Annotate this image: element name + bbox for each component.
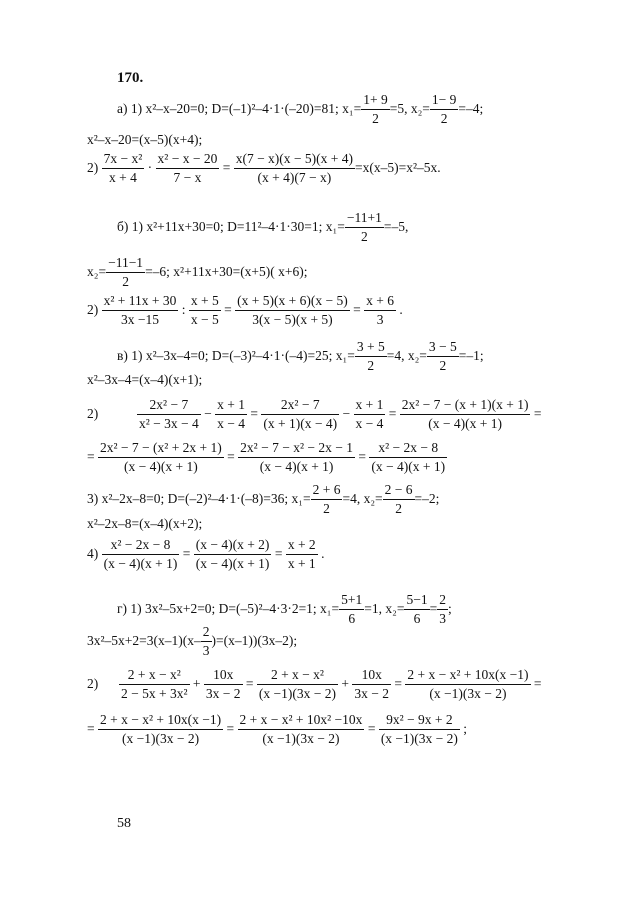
denominator: (x + 1)(x − 4): [263, 416, 338, 432]
fraction: [427, 340, 459, 373]
denominator: 6: [348, 611, 356, 627]
fraction: [102, 294, 179, 327]
fraction: [355, 340, 387, 373]
fraction: [137, 398, 201, 431]
text: =–1;: [458, 347, 484, 363]
fraction: [156, 152, 220, 185]
numerator: 2 + x − x² + 10x(x −1): [405, 668, 530, 685]
numerator: x + 1: [215, 398, 247, 415]
numerator: 2 + x − x²: [257, 668, 338, 685]
part-v-line2: x²–3x–4=(x–4)(x+1);: [87, 372, 203, 387]
denominator: 3(x − 5)(x + 5): [252, 312, 333, 328]
numerator: 2 + x − x²: [119, 668, 190, 685]
denominator: (x − 4)(x + 1): [195, 556, 270, 572]
numerator: (x − 4)(x + 2): [194, 538, 272, 555]
numerator: 9x² − 9x + 2: [379, 713, 460, 730]
text: =4, x₂=: [386, 347, 427, 363]
denominator: 3x − 2: [354, 686, 389, 702]
text: x₂=: [87, 263, 107, 279]
fraction: [400, 398, 531, 431]
text: =x(x–5)=x²–5x.: [355, 159, 441, 175]
numerator: 2x² − 7: [137, 398, 201, 415]
operator: =: [87, 448, 95, 464]
denominator: 3: [202, 643, 210, 659]
numerator: 10x: [352, 668, 391, 685]
numerator: 1+ 9: [361, 93, 390, 110]
step-label: 2): [87, 405, 99, 421]
numerator: 3 − 5: [427, 340, 459, 357]
numerator: (x + 5)(x + 6)(x − 5): [235, 294, 350, 311]
operator: :: [181, 301, 186, 317]
numerator: x² + 11x + 30: [102, 294, 179, 311]
text: =–5,: [383, 218, 409, 234]
denominator: 2: [360, 229, 368, 245]
fraction: [430, 93, 459, 126]
operator: =: [533, 675, 542, 691]
part-a-line3: [87, 152, 441, 185]
denominator: x − 4: [217, 416, 246, 432]
fraction: [354, 398, 386, 431]
fraction: [286, 538, 318, 571]
text: г) 1) 3x²–5x+2=0; D=(–5)²–4·3·2=1; x₁=: [117, 600, 340, 616]
operator: ·: [147, 159, 153, 175]
operator: =: [367, 720, 376, 736]
denominator: 3x −15: [121, 312, 160, 328]
text: =5, x₂=: [389, 100, 430, 116]
numerator: x² − 2x − 8: [369, 441, 447, 458]
text: б) 1) x²+11x+30=0; D=11²–4·1·30=1; x₁=: [117, 218, 345, 234]
denominator: 7 − x: [173, 170, 202, 186]
text: )=(x–1))(3x–2);: [211, 632, 298, 648]
denominator: x² − 3x − 4: [139, 416, 199, 432]
part-g-line2: [87, 625, 297, 658]
fraction: [238, 441, 355, 474]
denominator: x − 4: [355, 416, 384, 432]
denominator: 2 − 5x + 3x²: [121, 686, 188, 702]
text: .: [399, 301, 403, 317]
operator: =: [358, 448, 366, 464]
fraction: [234, 152, 355, 185]
fraction: [369, 441, 447, 474]
numerator: 2x² − 7 − x² − 2x − 1: [238, 441, 355, 458]
numerator: −11+1: [345, 211, 384, 228]
denominator: (x − 4)(x + 1): [259, 459, 334, 475]
numerator: x + 6: [364, 294, 396, 311]
denominator: (x −1)(3x − 2): [262, 731, 340, 747]
fraction: [201, 625, 212, 658]
denominator: (x − 4)(x + 1): [371, 459, 446, 475]
numerator: 3 + 5: [355, 340, 387, 357]
fraction: [119, 668, 190, 701]
denominator: 3: [376, 312, 384, 328]
numerator: 2x² − 7 − (x² + 2x + 1): [98, 441, 224, 458]
part-v-line3: [87, 398, 541, 431]
part-b-line2: [87, 256, 308, 289]
numerator: 2 + x − x² + 10x² −10x: [238, 713, 365, 730]
operator: =: [533, 405, 542, 421]
fraction: [102, 152, 145, 185]
denominator: (x −1)(3x − 2): [380, 731, 458, 747]
denominator: (x − 4)(x + 1): [103, 556, 178, 572]
operator: =: [182, 545, 191, 561]
step-label: 2): [87, 301, 99, 317]
step-label: 2): [87, 159, 99, 175]
text: =4, x₂=: [342, 490, 383, 506]
fraction: [235, 294, 350, 327]
denominator: 2: [122, 274, 129, 290]
fraction: [352, 668, 391, 701]
numerator: x² − 2x − 8: [102, 538, 180, 555]
numerator: x(7 − x)(x − 5)(x + 4): [234, 152, 355, 169]
fraction: [379, 713, 460, 746]
operator: =: [274, 545, 283, 561]
denominator: (x − 4)(x + 1): [428, 416, 502, 432]
numerator: 2: [201, 625, 212, 642]
numerator: 10x: [204, 668, 243, 685]
numerator: 2x² − 7 − (x + 1)(x + 1): [400, 398, 531, 415]
numerator: x + 1: [354, 398, 386, 415]
denominator: 2: [440, 111, 448, 127]
text: .: [321, 545, 325, 561]
text: ;: [463, 720, 468, 736]
denominator: 2: [372, 111, 379, 127]
numerator: 2 + 6: [311, 483, 343, 500]
problem-number: 170.: [117, 70, 144, 86]
operator: −: [204, 405, 212, 421]
part-b-line1: [117, 211, 408, 244]
fraction: [189, 294, 221, 327]
part-b-line3: [87, 294, 403, 327]
part-g-line1: [117, 593, 452, 626]
fraction: [345, 211, 384, 244]
operator: =: [429, 600, 438, 616]
text: =–6; x²+11x+30=(x+5)( x+6);: [145, 263, 308, 279]
part-v-line6: x²–2x–8=(x–4)(x+2);: [87, 516, 203, 531]
denominator: 3: [439, 611, 446, 627]
denominator: 2: [395, 501, 402, 517]
operator: +: [341, 675, 349, 691]
denominator: (x + 4)(7 − x): [257, 170, 332, 186]
fraction: [98, 713, 223, 746]
step-label: 2): [87, 675, 99, 691]
fraction: [437, 593, 448, 626]
fraction: [404, 593, 429, 626]
text: 3x²–5x+2=3(x–1)(x–: [87, 632, 201, 648]
numerator: 2x² − 7: [261, 398, 339, 415]
numerator: −11−1: [106, 256, 145, 273]
part-a-line2: x²–x–20=(x–5)(x+4);: [87, 132, 203, 147]
operator: =: [245, 675, 254, 691]
text: =–4;: [458, 100, 484, 116]
text: =1, x₂=: [364, 600, 405, 616]
page-number: 58: [117, 816, 131, 831]
part-v-line4: [87, 441, 447, 474]
text: =–2;: [414, 490, 440, 506]
operator: =: [394, 675, 402, 691]
fraction: [383, 483, 415, 516]
fraction: [106, 256, 145, 289]
fraction: [215, 398, 247, 431]
part-a-line1: [117, 93, 483, 126]
denominator: (x −1)(3x − 2): [429, 686, 507, 702]
part-v-line5: [87, 483, 439, 516]
numerator: 1− 9: [430, 93, 459, 110]
denominator: x + 4: [109, 170, 137, 186]
denominator: (x −1)(3x − 2): [122, 731, 200, 747]
part-v-line7: [87, 538, 324, 571]
operator: =: [353, 301, 361, 317]
fraction: [204, 668, 243, 701]
fraction: [98, 441, 224, 474]
numerator: 2 + x − x² + 10x(x −1): [98, 713, 223, 730]
operator: =: [250, 405, 259, 421]
fraction: [102, 538, 180, 571]
denominator: x − 5: [190, 312, 219, 328]
operator: =: [388, 405, 397, 421]
operator: +: [192, 675, 201, 691]
operator: =: [222, 159, 231, 175]
fraction: [257, 668, 338, 701]
numerator: 5+1: [339, 593, 364, 610]
fraction: [261, 398, 339, 431]
fraction: [364, 294, 396, 327]
numerator: 5−1: [404, 593, 429, 610]
fraction: [194, 538, 272, 571]
text: 3) x²–2x–8=0; D=(–2)²–4·1·(–8)=36; x₁=: [87, 490, 311, 506]
fraction: [361, 93, 390, 126]
step-label: 4): [87, 545, 99, 561]
operator: =: [227, 448, 235, 464]
denominator: x + 1: [287, 556, 316, 572]
numerator: x² − x − 20: [156, 152, 220, 169]
part-g-line3: [87, 668, 542, 701]
numerator: 2 − 6: [383, 483, 415, 500]
denominator: 6: [413, 611, 421, 627]
text: в) 1) x²–3x–4=0; D=(–3)²–4·1·(–4)=25; x₁=: [117, 347, 355, 363]
numerator: 7x − x²: [102, 152, 145, 169]
text: а) 1) x²–x–20=0; D=(–1)²–4·1·(–20)=81; x₁=: [117, 100, 362, 116]
denominator: (x −1)(3x − 2): [258, 686, 336, 702]
denominator: (x − 4)(x + 1): [124, 459, 198, 475]
fraction: [339, 593, 364, 626]
operator: =: [226, 720, 235, 736]
part-g-line4: [87, 713, 467, 746]
part-v-line1: [117, 340, 484, 373]
numerator: x + 5: [189, 294, 221, 311]
denominator: 3x − 2: [205, 686, 241, 702]
numerator: x + 2: [286, 538, 318, 555]
numerator: 2: [437, 593, 448, 610]
fraction: [311, 483, 343, 516]
operator: =: [87, 720, 95, 736]
operator: =: [224, 301, 232, 317]
denominator: 2: [439, 358, 447, 374]
fraction: [238, 713, 365, 746]
denominator: 2: [323, 501, 330, 517]
denominator: 2: [367, 358, 375, 374]
text: ;: [447, 600, 452, 616]
operator: −: [342, 405, 351, 421]
fraction: [405, 668, 530, 701]
